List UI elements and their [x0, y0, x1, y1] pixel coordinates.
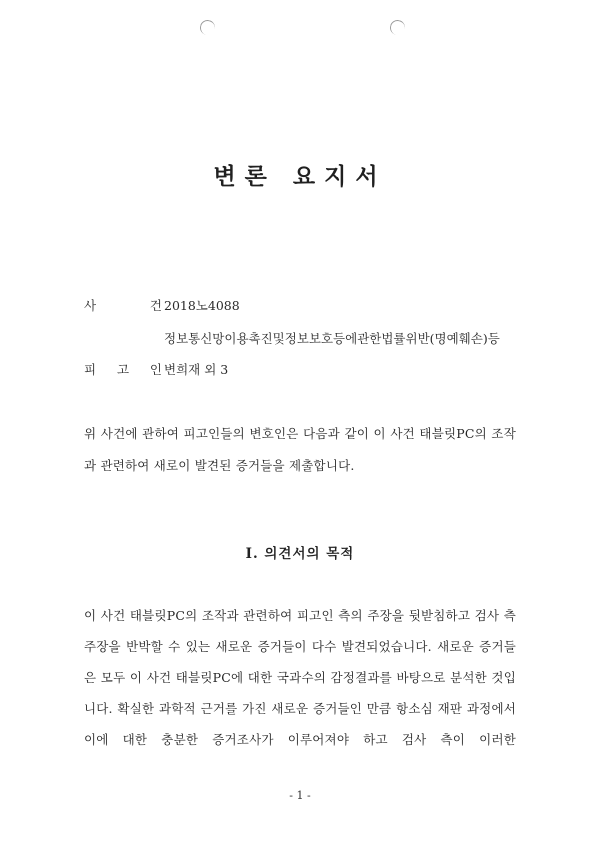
punch-hole-left	[199, 19, 216, 36]
page-number: - 1 -	[289, 789, 311, 802]
intro-paragraph: 위 사건에 관하여 피고인들의 변호인은 다음과 같이 이 사건 태블릿PC의 조작과 관련하여 새로이 발견된 증거들을 제출합니다.	[84, 426, 516, 473]
document-title: 변론 요지서	[213, 163, 387, 190]
case-info-defendant-row	[84, 360, 229, 378]
defendant-label: 피 고 인	[84, 362, 162, 377]
section-heading: Ⅰ. 의견서의 목적	[245, 546, 355, 562]
charge-text: 정보통신망이용촉진및정보보호등에관한법률위반(명예훼손)등	[164, 331, 500, 346]
body-paragraph: 이 사건 태블릿PC의 조작과 관련하여 피고인 측의 주장을 뒷받침하고 검사 측 주장을 반박할 수 있는 새로운 증거들이 다수 발견되었습니다. 새로운 증거들은 모두 이 사건 태블릿PC에 대한 국과수의 감정결과를 바탕으로 분석한 것입니다. 확실한 과학적 근거를 가진 새로운 증거들인 만큼 항소심 재판 과정에서 이에 대한 충분한 증거조사가 이루어져야 하고 검사 측이 이러한	[84, 608, 516, 747]
punch-hole-right	[389, 19, 406, 36]
case-number: 2018노4088	[164, 298, 240, 313]
case-label: 사 건	[84, 298, 162, 313]
defendant-name: 변희재 외 3	[164, 362, 229, 377]
case-info-case-row	[84, 296, 240, 314]
